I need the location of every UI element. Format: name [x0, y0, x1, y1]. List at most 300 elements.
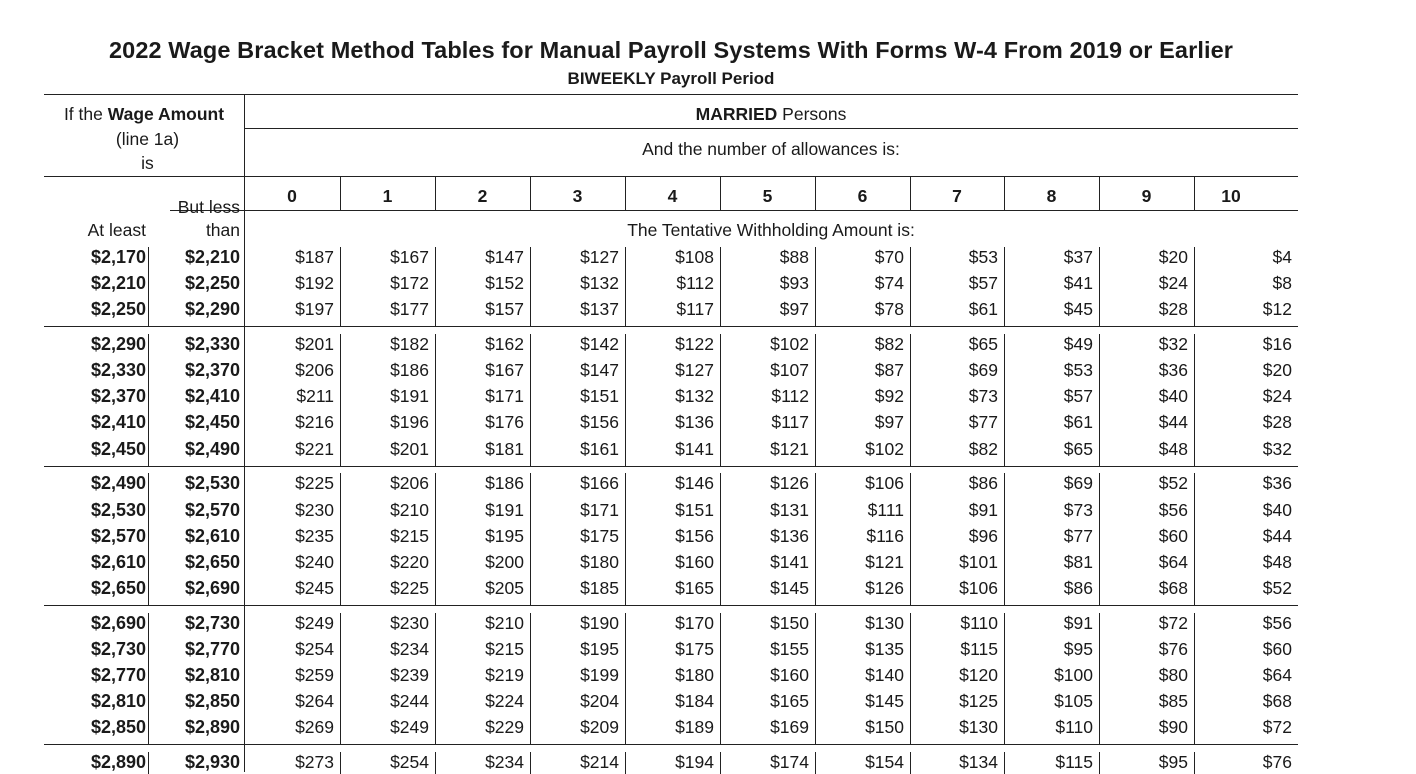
withholding-amount: $116	[866, 525, 904, 546]
allowances-label: And the number of allowances is:	[642, 139, 900, 159]
wage-but-less: $2,810	[184, 664, 240, 685]
withholding-amount: $73	[1063, 499, 1093, 520]
withholding-amount: $115	[1055, 752, 1093, 772]
withholding-amount: $106	[959, 577, 998, 598]
amount-column-divider	[720, 247, 721, 327]
withholding-amount: $77	[968, 412, 998, 433]
withholding-amount: $41	[1063, 273, 1093, 294]
withholding-amount: $166	[580, 473, 619, 494]
allowance-column-header: 7	[952, 186, 962, 206]
withholding-amount: $36	[1158, 360, 1188, 381]
withholding-amount: $28	[1262, 412, 1292, 433]
wage-but-less: $2,930	[184, 752, 240, 772]
withholding-amount: $199	[580, 664, 619, 685]
column-number-rule	[244, 210, 1298, 211]
withholding-amount: $86	[1063, 577, 1093, 598]
withholding-amount: $234	[390, 638, 429, 659]
allowance-column-header: 9	[1141, 186, 1152, 206]
withholding-amount: $40	[1158, 386, 1188, 407]
withholding-amount: $225	[390, 577, 429, 598]
withholding-amount: $200	[485, 551, 524, 572]
withholding-amount: $215	[390, 525, 429, 546]
withholding-amount: $132	[580, 273, 619, 294]
withholding-amount: $61	[1063, 412, 1093, 433]
tentative-withholding-label: The Tentative Withholding Amount is:	[627, 220, 915, 240]
withholding-amount: $102	[865, 438, 904, 459]
withholding-amount: $259	[295, 664, 334, 685]
withholding-amount: $106	[865, 473, 904, 494]
withholding-amount: $77	[1063, 525, 1093, 546]
withholding-amount: $170	[675, 612, 714, 633]
withholding-amount: $92	[874, 386, 904, 407]
wage-at-least: $2,490	[90, 473, 146, 494]
filing-status-header: MARRIED Persons	[695, 104, 847, 124]
wage-but-less: $2,530	[184, 473, 240, 494]
withholding-amount: $189	[675, 717, 714, 738]
amount-column-divider	[530, 247, 531, 327]
amount-column-divider	[815, 473, 816, 606]
amount-column-divider	[815, 752, 816, 774]
withholding-amount: $90	[1158, 717, 1188, 738]
withholding-amount: $254	[390, 752, 429, 772]
amount-column-divider	[815, 247, 816, 327]
withholding-amount: $206	[390, 473, 429, 494]
withholding-amount: $81	[1063, 551, 1093, 572]
withholding-amount: $165	[675, 577, 714, 598]
withholding-amount: $132	[675, 386, 714, 407]
withholding-amount: $107	[770, 360, 809, 381]
amount-column-divider	[720, 334, 721, 467]
withholding-amount: $115	[960, 638, 998, 659]
withholding-amount: $131	[770, 499, 809, 520]
wage-at-least: $2,210	[90, 273, 146, 294]
withholding-amount: $210	[485, 612, 524, 633]
table-top-rule	[44, 94, 1298, 95]
page-title: 2022 Wage Bracket Method Tables for Manual Payroll Systems With Forms W-4 From 2019 or Earlier	[109, 37, 1233, 63]
withholding-amount: $65	[1063, 438, 1093, 459]
amount-column-divider	[530, 334, 531, 467]
wage-at-least: $2,690	[90, 612, 146, 633]
withholding-amount: $141	[770, 551, 809, 572]
withholding-amount: $239	[390, 664, 429, 685]
withholding-amount: $140	[865, 664, 904, 685]
withholding-amount: $108	[675, 247, 714, 267]
withholding-amount: $85	[1158, 691, 1188, 711]
withholding-amount: $145	[770, 577, 809, 598]
withholding-amount: $150	[865, 717, 904, 738]
wage-at-least: $2,410	[90, 412, 146, 433]
withholding-amount: $117	[771, 412, 809, 433]
withholding-amount: $157	[485, 299, 524, 320]
withholding-amount: $162	[485, 334, 524, 355]
but-less-header: But less	[177, 197, 240, 217]
wage-but-less: $2,730	[184, 612, 240, 633]
withholding-amount: $224	[485, 691, 524, 711]
withholding-amount: $230	[295, 499, 334, 520]
withholding-amount: $180	[675, 664, 714, 685]
amount-column-divider	[625, 613, 626, 746]
withholding-amount: $53	[1063, 360, 1093, 381]
wage-but-less: $2,290	[184, 299, 240, 320]
amount-column-divider	[720, 613, 721, 746]
withholding-amount: $141	[675, 438, 714, 459]
amount-column-divider	[1194, 752, 1195, 774]
amount-column-divider	[530, 473, 531, 606]
withholding-amount: $20	[1158, 247, 1188, 267]
withholding-amount: $44	[1262, 525, 1292, 546]
withholding-amount: $145	[865, 691, 904, 711]
withholding-amount: $64	[1262, 664, 1292, 685]
withholding-amount: $204	[580, 691, 619, 711]
withholding-amount: $136	[770, 525, 809, 546]
wage-but-less: $2,890	[184, 717, 240, 738]
at-least-divider	[148, 752, 149, 774]
withholding-amount: $167	[485, 360, 524, 381]
withholding-amount: $73	[968, 386, 998, 407]
withholding-amount: $121	[770, 438, 809, 459]
withholding-amount: $175	[675, 638, 714, 659]
withholding-amount: $209	[580, 717, 619, 738]
withholding-amount: $147	[485, 247, 524, 267]
withholding-amount: $196	[390, 412, 429, 433]
withholding-amount: $151	[675, 499, 714, 520]
allowance-label-rule	[44, 176, 1298, 177]
wage-at-least: $2,730	[90, 638, 146, 659]
withholding-amount: $264	[295, 691, 334, 711]
withholding-amount: $112	[676, 273, 714, 294]
withholding-amount: $135	[865, 638, 904, 659]
amount-column-divider	[340, 247, 341, 327]
withholding-amount: $121	[865, 551, 904, 572]
withholding-amount: $161	[580, 438, 619, 459]
withholding-amount: $95	[1063, 638, 1093, 659]
amount-column-divider	[1194, 613, 1195, 746]
wage-at-least: $2,610	[90, 551, 146, 572]
wage-but-less: $2,850	[184, 691, 240, 711]
withholding-amount: $125	[959, 691, 998, 711]
allowance-column-header: 10	[1221, 186, 1241, 206]
amount-column-divider	[340, 334, 341, 467]
withholding-amount: $36	[1262, 473, 1292, 494]
withholding-amount: $45	[1063, 299, 1093, 320]
wage-at-least: $2,250	[90, 299, 146, 320]
withholding-amount: $70	[874, 247, 904, 267]
withholding-amount: $137	[580, 299, 619, 320]
withholding-amount: $48	[1158, 438, 1188, 459]
withholding-amount: $88	[779, 247, 809, 267]
withholding-amount: $192	[295, 273, 334, 294]
withholding-amount: $194	[675, 752, 714, 772]
wage-but-less: $2,410	[184, 386, 240, 407]
amount-column-divider	[340, 473, 341, 606]
amount-column-divider	[1004, 752, 1005, 774]
amount-column-divider	[435, 752, 436, 774]
withholding-amount: $74	[874, 273, 904, 294]
wage-at-least: $2,850	[90, 717, 146, 738]
allowance-column-header: 0	[287, 186, 297, 206]
withholding-amount: $102	[770, 334, 809, 355]
amount-column-divider	[815, 334, 816, 467]
withholding-amount: $180	[580, 551, 619, 572]
withholding-amount: $32	[1158, 334, 1188, 355]
wage-at-least: $2,290	[90, 334, 146, 355]
withholding-amount: $155	[770, 638, 809, 659]
withholding-amount: $105	[1054, 691, 1093, 711]
amount-column-divider	[720, 473, 721, 606]
allowance-column-header: 5	[762, 186, 773, 206]
withholding-amount: $151	[580, 386, 619, 407]
withholding-amount: $249	[295, 612, 334, 633]
withholding-amount: $60	[1262, 638, 1292, 659]
withholding-amount: $95	[1158, 752, 1188, 772]
wage-at-least: $2,770	[90, 664, 146, 685]
withholding-amount: $210	[390, 499, 429, 520]
withholding-amount: $48	[1262, 551, 1292, 572]
withholding-amount: $195	[580, 638, 619, 659]
withholding-amount: $100	[1054, 664, 1093, 685]
withholding-amount: $101	[959, 551, 998, 572]
withholding-amount: $93	[779, 273, 809, 294]
withholding-amount: $82	[874, 334, 904, 355]
wage-at-least: $2,450	[90, 438, 146, 459]
wage-at-least: $2,330	[90, 360, 146, 381]
withholding-amount: $181	[485, 438, 524, 459]
withholding-amount: $147	[580, 360, 619, 381]
wage-but-less: $2,650	[184, 551, 240, 572]
withholding-amount: $136	[675, 412, 714, 433]
amount-column-divider	[625, 334, 626, 467]
allowance-column-header: 2	[477, 186, 488, 206]
withholding-amount: $91	[968, 499, 998, 520]
withholding-amount: $197	[295, 299, 334, 320]
amount-column-divider	[435, 473, 436, 606]
amount-column-divider	[815, 613, 816, 746]
amount-column-divider	[1099, 613, 1100, 746]
amount-column-divider	[910, 247, 911, 327]
withholding-amount: $76	[1158, 638, 1188, 659]
withholding-amount: $273	[295, 752, 334, 772]
withholding-amount: $146	[675, 473, 714, 494]
allowance-column-header: 8	[1046, 186, 1057, 206]
wage-but-less: $2,250	[184, 273, 240, 294]
amount-column-divider	[1194, 334, 1195, 467]
withholding-amount: $91	[1063, 612, 1093, 633]
wage-at-least: $2,570	[90, 525, 146, 546]
withholding-amount: $110	[960, 612, 998, 633]
at-least-divider	[148, 613, 149, 746]
withholding-amount: $53	[968, 247, 998, 267]
group-separator-rule	[44, 466, 1298, 467]
withholding-amount: $52	[1262, 577, 1292, 598]
withholding-amount: $177	[390, 299, 429, 320]
withholding-amount: $69	[968, 360, 998, 381]
withholding-amount: $32	[1262, 438, 1292, 459]
wage-but-less: $2,690	[184, 577, 240, 598]
withholding-amount: $117	[676, 299, 714, 320]
group-separator-rule	[44, 326, 1298, 327]
withholding-amount: $211	[296, 386, 334, 407]
amount-column-divider	[1099, 247, 1100, 327]
wage-but-less: $2,450	[184, 412, 240, 433]
amount-column-divider	[1194, 473, 1195, 606]
withholding-amount: $240	[295, 551, 334, 572]
withholding-amount: $24	[1158, 273, 1188, 294]
than-header: than	[205, 220, 240, 240]
withholding-amount: $68	[1262, 691, 1292, 711]
withholding-amount: $225	[295, 473, 334, 494]
withholding-amount: $40	[1262, 499, 1292, 520]
withholding-amount: $191	[390, 386, 429, 407]
amount-column-divider	[1099, 473, 1100, 606]
withholding-amount: $126	[865, 577, 904, 598]
amount-column-divider	[1194, 247, 1195, 327]
withholding-amount: $126	[770, 473, 809, 494]
amount-column-divider	[435, 613, 436, 746]
amount-column-divider	[1004, 613, 1005, 746]
amount-column-divider	[625, 752, 626, 774]
amount-column-divider	[625, 473, 626, 606]
withholding-amount: $130	[959, 717, 998, 738]
withholding-amount: $187	[295, 247, 334, 267]
withholding-amount: $122	[675, 334, 714, 355]
withholding-amount: $86	[968, 473, 998, 494]
withholding-amount: $254	[295, 638, 334, 659]
withholding-amount: $97	[779, 299, 809, 320]
withholding-amount: $156	[675, 525, 714, 546]
withholding-amount: $96	[968, 525, 998, 546]
amount-column-divider	[530, 613, 531, 746]
withholding-amount: $216	[295, 412, 334, 433]
withholding-amount: $165	[770, 691, 809, 711]
wage-but-less: $2,610	[184, 525, 240, 546]
withholding-amount: $72	[1158, 612, 1188, 633]
allowance-column-header: 1	[382, 186, 393, 206]
withholding-amount: $244	[390, 691, 429, 711]
withholding-amount: $72	[1262, 717, 1292, 738]
withholding-amount: $245	[295, 577, 334, 598]
withholding-amount: $127	[675, 360, 714, 381]
amount-column-divider	[1099, 334, 1100, 467]
withholding-amount: $76	[1262, 752, 1292, 772]
withholding-amount: $249	[390, 717, 429, 738]
withholding-amount: $186	[485, 473, 524, 494]
withholding-amount: $215	[485, 638, 524, 659]
group-separator-rule	[44, 605, 1298, 606]
allowance-column-header: 6	[857, 186, 868, 206]
wage-amount-line-ref: (line 1a)	[115, 129, 180, 149]
withholding-amount: $171	[485, 386, 524, 407]
wage-at-least: $2,810	[90, 691, 146, 711]
wage-at-least: $2,650	[90, 577, 146, 598]
withholding-amount: $190	[580, 612, 619, 633]
wage-amount-is: is	[141, 153, 154, 173]
withholding-amount: $44	[1158, 412, 1188, 433]
amount-column-divider	[435, 247, 436, 327]
withholding-amount: $20	[1262, 360, 1292, 381]
withholding-amount: $4	[1272, 247, 1292, 267]
wage-but-less: $2,210	[184, 247, 240, 267]
withholding-amount: $57	[968, 273, 998, 294]
wage-at-least: $2,370	[90, 386, 146, 407]
amount-column-divider	[625, 247, 626, 327]
allowance-column-header: 4	[667, 186, 678, 206]
page-subtitle: BIWEEKLY Payroll Period	[567, 69, 775, 88]
withholding-amount: $191	[485, 499, 524, 520]
withholding-amount: $57	[1063, 386, 1093, 407]
at-least-divider	[148, 473, 149, 606]
withholding-amount: $78	[874, 299, 904, 320]
amount-column-divider	[720, 752, 721, 774]
withholding-amount: $174	[770, 752, 809, 772]
married-header-rule	[244, 128, 1298, 129]
at-least-divider	[148, 247, 149, 327]
amount-column-divider	[1099, 752, 1100, 774]
amount-column-divider	[1004, 334, 1005, 467]
withholding-amount: $171	[580, 499, 619, 520]
group-separator-rule	[44, 744, 1298, 745]
amount-column-divider	[340, 752, 341, 774]
amount-column-divider	[910, 752, 911, 774]
withholding-amount: $111	[867, 499, 904, 520]
withholding-amount: $220	[390, 551, 429, 572]
withholding-amount: $16	[1262, 334, 1292, 355]
withholding-amount: $235	[295, 525, 334, 546]
wage-but-less: $2,330	[184, 334, 240, 355]
amount-column-divider	[530, 752, 531, 774]
withholding-amount: $214	[580, 752, 619, 772]
withholding-amount: $160	[770, 664, 809, 685]
withholding-amount: $127	[580, 247, 619, 267]
withholding-amount: $28	[1158, 299, 1188, 320]
withholding-amount: $65	[968, 334, 998, 355]
withholding-amount: $167	[390, 247, 429, 267]
at-least-divider	[148, 334, 149, 467]
withholding-amount: $61	[968, 299, 998, 320]
wage-but-less: $2,370	[184, 360, 240, 381]
withholding-amount: $219	[485, 664, 524, 685]
withholding-amount: $221	[295, 438, 334, 459]
withholding-amount: $120	[959, 664, 998, 685]
amount-column-divider	[910, 613, 911, 746]
withholding-amount: $97	[874, 412, 904, 433]
amount-column-divider	[1004, 247, 1005, 327]
withholding-amount: $60	[1158, 525, 1188, 546]
withholding-amount: $142	[580, 334, 619, 355]
withholding-amount: $24	[1262, 386, 1292, 407]
wage-at-least: $2,530	[90, 499, 146, 520]
amount-column-divider	[340, 613, 341, 746]
withholding-amount: $49	[1063, 334, 1093, 355]
withholding-amount: $12	[1262, 299, 1292, 320]
wage-but-less: $2,490	[184, 438, 240, 459]
amount-column-divider	[1004, 473, 1005, 606]
withholding-amount: $169	[770, 717, 809, 738]
withholding-amount: $154	[865, 752, 904, 772]
withholding-amount: $152	[485, 273, 524, 294]
withholding-amount: $184	[675, 691, 714, 711]
withholding-amount: $201	[390, 438, 429, 459]
withholding-amount: $8	[1272, 273, 1292, 294]
withholding-amount: $52	[1158, 473, 1188, 494]
allowance-column-header: 3	[572, 186, 583, 206]
withholding-amount: $112	[771, 386, 809, 407]
withholding-amount: $110	[1055, 717, 1093, 738]
wage-but-less: $2,570	[184, 499, 240, 520]
withholding-amount: $176	[485, 412, 524, 433]
withholding-amount: $87	[874, 360, 904, 381]
withholding-amount: $160	[675, 551, 714, 572]
withholding-amount: $182	[390, 334, 429, 355]
